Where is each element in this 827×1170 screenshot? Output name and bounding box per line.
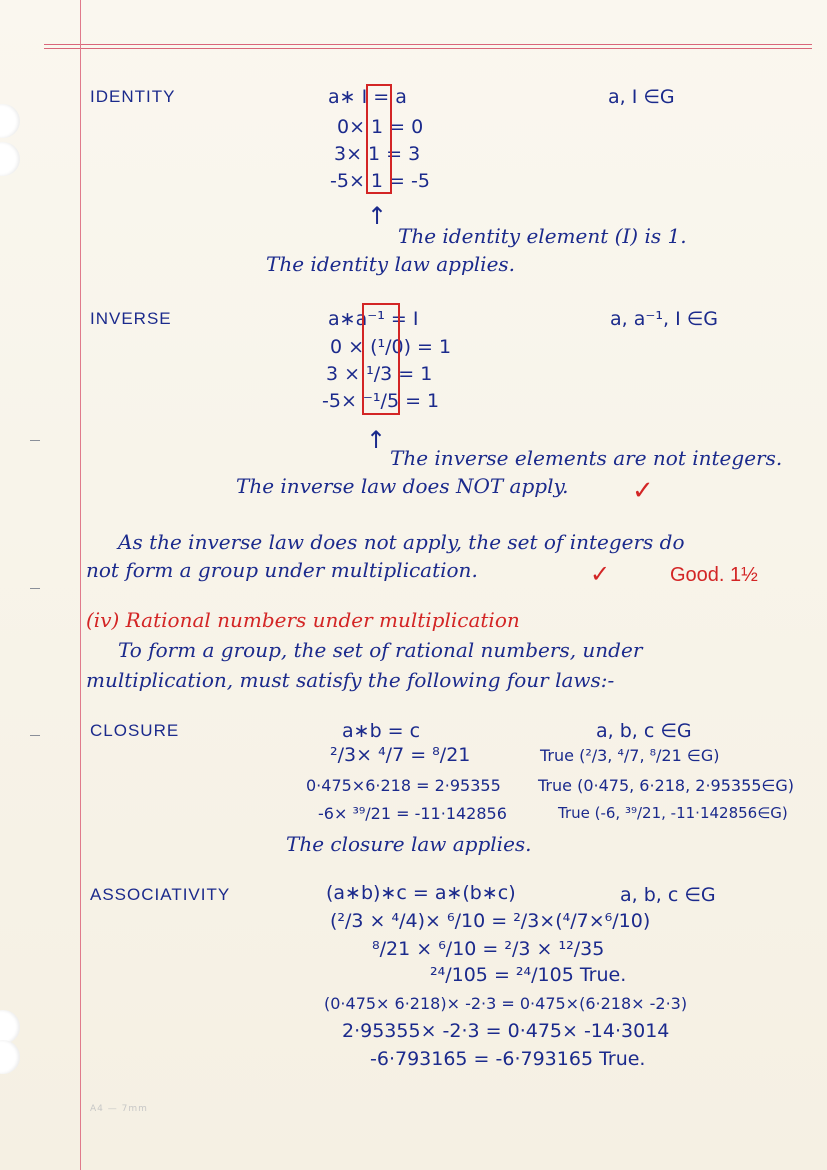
closure-heading: CLOSURE [90, 721, 180, 740]
closure-check: True (0·475, 6·218, 2·95355∈G) [538, 776, 795, 795]
closure-law: a∗b = c [342, 720, 421, 742]
associativity-row: ⁸/21 × ⁶/10 = ²/3 × ¹²/35 [372, 938, 605, 960]
section-iv-intro-2: multiplication, must satisfy the following four laws:- [86, 668, 615, 692]
section-iv-intro-1: To form a group, the set of rational numbers, under [118, 638, 643, 662]
pointer-arrow-icon: ↑ [367, 202, 388, 230]
punch-hole [0, 104, 20, 138]
inverse-conclusion: The inverse law does NOT apply. [236, 474, 569, 498]
top-margin-line [44, 44, 812, 45]
closure-row: -6× ³⁹/21 = -11·142856 [318, 804, 507, 823]
inverse-element-box [362, 303, 400, 415]
teacher-grade: Good. 1½ [670, 564, 758, 586]
closure-row: ²/3× ⁴/7 = ⁸/21 [330, 744, 471, 766]
inverse-row: 3 × ¹/3 = 1 [326, 363, 433, 385]
check-mark-icon: ✓ [632, 476, 654, 506]
identity-law: a∗ I = a [328, 86, 407, 108]
identity-heading: IDENTITY [90, 87, 176, 106]
inverse-row: -5× ⁻¹/5 = 1 [322, 390, 440, 412]
edge-mark [30, 588, 40, 589]
identity-element-box [366, 84, 392, 194]
summary-line-1: As the inverse law does not apply, the set of integers do [118, 530, 685, 554]
punch-hole [0, 1010, 20, 1044]
associativity-row: (0·475× 6·218)× -2·3 = 0·475×(6·218× -2·3) [324, 994, 688, 1013]
associativity-law: (a∗b)∗c = a∗(b∗c) [326, 882, 516, 904]
inverse-law: a∗a⁻¹ = I [328, 308, 419, 330]
check-mark-icon: ✓ [590, 560, 611, 588]
punch-hole [0, 142, 20, 176]
identity-row: 0× 1 = 0 [337, 116, 424, 138]
identity-conclusion: The identity law applies. [266, 252, 516, 276]
summary-line-2: not form a group under multiplication. [86, 558, 478, 582]
inverse-membership: a, a⁻¹, I ∈G [610, 308, 719, 330]
associativity-heading: ASSOCIATIVITY [90, 885, 231, 904]
paper-stamp: A4 — 7mm [90, 1104, 148, 1114]
identity-row: 3× 1 = 3 [334, 143, 421, 165]
closure-row: 0·475×6·218 = 2·95355 [306, 776, 501, 795]
inverse-heading: INVERSE [90, 309, 172, 328]
closure-membership: a, b, c ∈G [596, 720, 692, 742]
top-margin-line-2 [44, 48, 812, 49]
section-iv-heading: (iv) Rational numbers under multiplication [86, 608, 520, 632]
closure-conclusion: The closure law applies. [286, 832, 532, 856]
associativity-row: (²/3 × ⁴/4)× ⁶/10 = ²/3×(⁴/7×⁶/10) [330, 910, 651, 932]
closure-check: True (²/3, ⁴/7, ⁸/21 ∈G) [540, 746, 720, 765]
associativity-row: 2·95355× -2·3 = 0·475× -14·3014 [342, 1020, 670, 1042]
left-margin-line [80, 0, 81, 1170]
edge-mark [30, 735, 40, 736]
identity-note: The identity element (I) is 1. [398, 224, 687, 248]
identity-membership: a, I ∈G [608, 86, 675, 108]
associativity-row: ²⁴/105 = ²⁴/105 True. [430, 964, 627, 986]
punch-hole [0, 1040, 20, 1074]
identity-row: -5× 1 = -5 [330, 170, 430, 192]
inverse-note: The inverse elements are not integers. [390, 446, 783, 470]
inverse-row: 0 × (¹/0) = 1 [330, 336, 452, 358]
closure-check: True (-6, ³⁹/21, -11·142856∈G) [558, 804, 788, 822]
associativity-row: -6·793165 = -6·793165 True. [370, 1048, 646, 1070]
associativity-membership: a, b, c ∈G [620, 884, 716, 906]
edge-mark [30, 440, 40, 441]
pointer-arrow-icon: ↑ [366, 426, 387, 454]
